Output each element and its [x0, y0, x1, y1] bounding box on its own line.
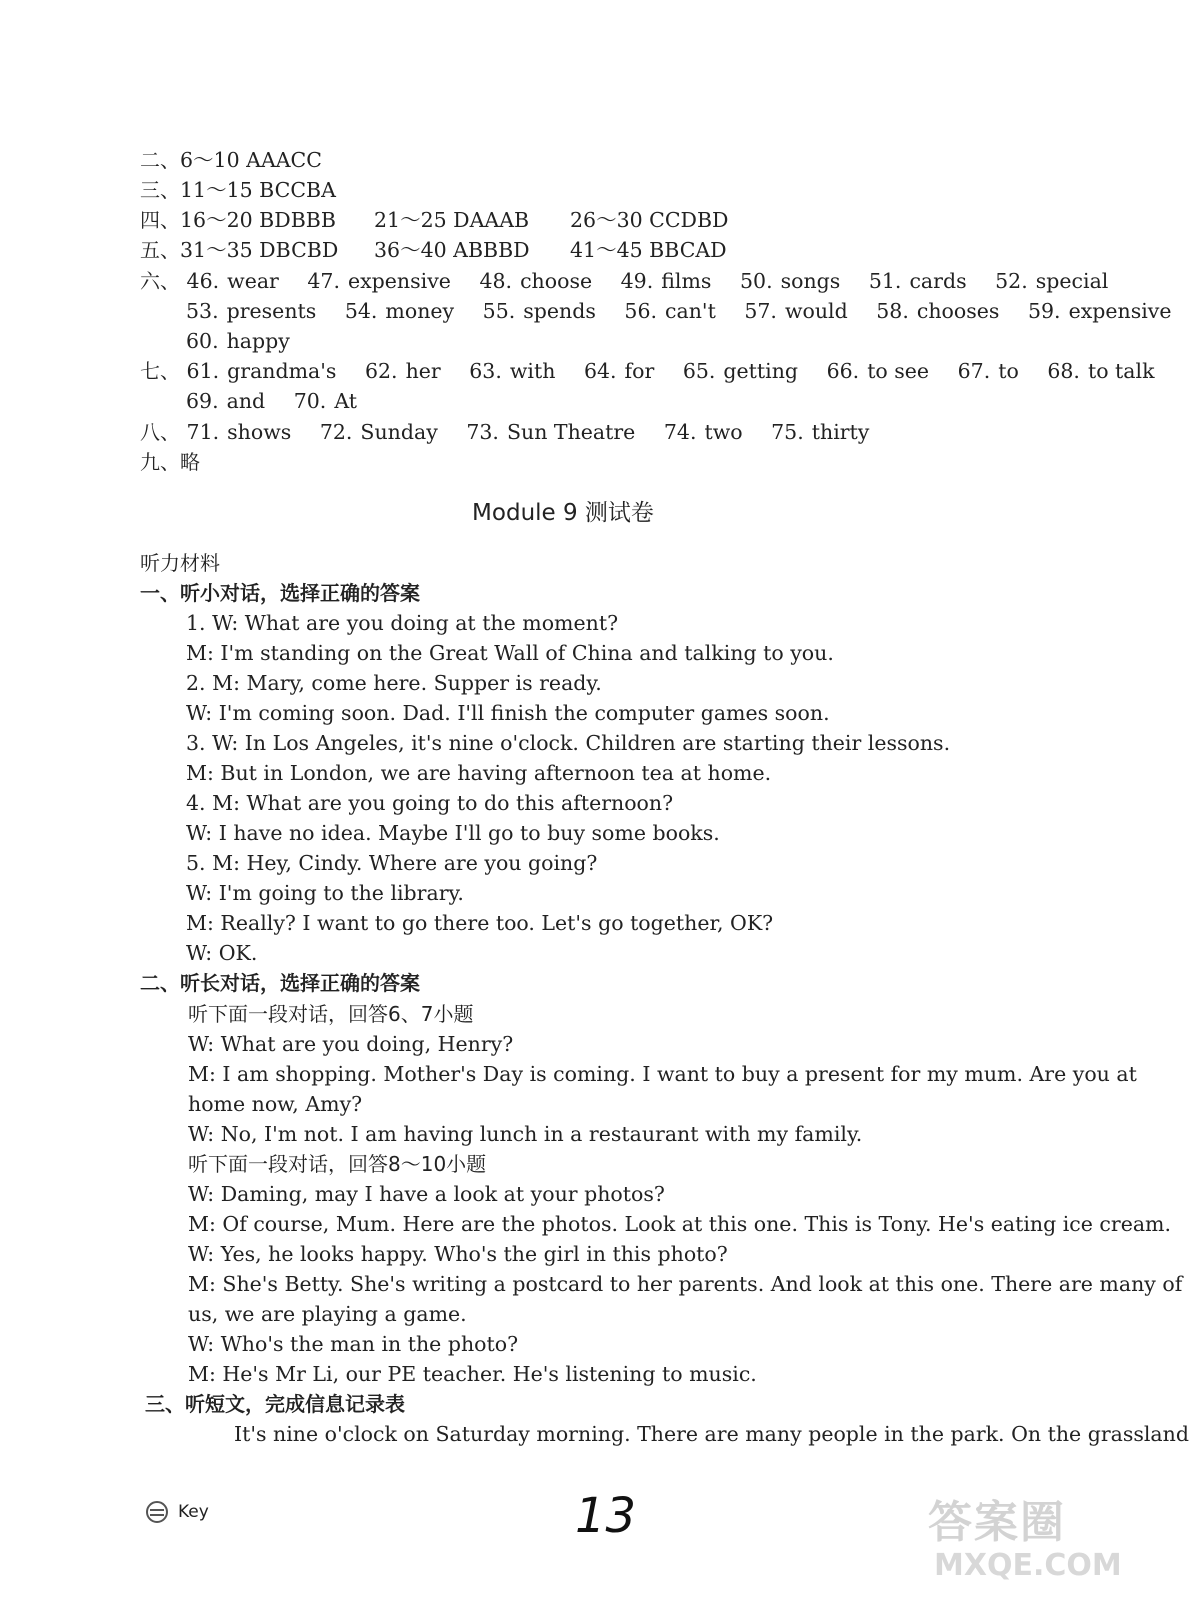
item-answer: spends [523, 299, 596, 323]
answer-range: 11～15 BCCBA [180, 178, 336, 202]
item-answer: Sun Theatre [506, 420, 636, 444]
answer-range: 31～35 DBCBD [180, 238, 339, 262]
item-number: 75. [771, 420, 804, 444]
item-answer: choose [520, 269, 593, 293]
item-number: 55. [482, 299, 516, 323]
item-number: 50. [739, 269, 773, 293]
answer-line-6a [140, 266, 1130, 296]
item-number: 68. [1047, 359, 1080, 383]
answer-range: 41～45 BBCAD [570, 238, 727, 262]
item-number: 49. [620, 269, 654, 293]
item-number: 61. [186, 359, 220, 383]
dialogue-instruction: 听下面一段对话，回答6、7小题 [188, 1002, 474, 1026]
answer-line-7a [140, 356, 1155, 386]
item-answer: her [405, 359, 441, 383]
page-number: 13 [575, 1488, 637, 1544]
section-label: 四、 [140, 208, 180, 232]
item-answer: thirty [811, 420, 870, 444]
item-answer: happy [226, 329, 290, 353]
answer-line-5 [140, 235, 727, 265]
item-answer: can't [665, 299, 716, 323]
item-number: 53. [186, 299, 219, 323]
dialogue-line: 3. W: In Los Angeles, it's nine o'clock. Children are starting their lessons. [186, 731, 951, 755]
item-answer: grandma's [227, 359, 337, 383]
dialogue-line: W: OK. [186, 941, 258, 965]
item-number: 64. [583, 359, 617, 383]
item-number: 62. [364, 359, 398, 383]
item-answer: with [509, 359, 556, 383]
item-answer: At [334, 389, 357, 413]
item-answer: expensive [347, 269, 451, 293]
dialogue-instruction: 听下面一段对话，回答8～10小题 [188, 1152, 487, 1176]
module-title: Module 9 测试卷 [472, 500, 654, 526]
dialogue-line: W: No, I'm not. I am having lunch in a restaurant with my family. [188, 1122, 863, 1146]
item-number: 57. [744, 299, 777, 323]
item-number: 51. [868, 269, 902, 293]
dialogue-line: M: Really? I want to go there too. Let's go together, OK? [186, 911, 774, 935]
answer-line-8 [140, 417, 891, 447]
item-number: 66. [826, 359, 860, 383]
dialogue-line: M: Of course, Mum. Here are the photos. Look at this one. This is Tony. He's eating ice cream. [188, 1212, 1171, 1236]
dialogue-line: 2. M: Mary, come here. Supper is ready. [186, 671, 602, 695]
listening-title: 听力材料 [140, 551, 220, 575]
answer-range: 16～20 BDBBB [180, 208, 336, 232]
answer-range: 36～40 ABBBD [374, 238, 530, 262]
passage-line: It's nine o'clock on Saturday morning. There are many people in the park. On the grassland [234, 1422, 1189, 1446]
dialogue-line: W: What are you doing, Henry? [188, 1032, 514, 1056]
dialogue-line: 4. M: What are you going to do this afternoon? [186, 791, 674, 815]
answer-line-4 [140, 205, 729, 235]
item-number: 58. [876, 299, 909, 323]
dialogue-line: home now, Amy? [188, 1092, 363, 1116]
answer-range: 6～10 AAACC [180, 148, 322, 172]
item-number: 65. [682, 359, 716, 383]
item-answer: Sunday [360, 420, 438, 444]
item-number: 59. [1027, 299, 1061, 323]
part1-title: 一、听小对话，选择正确的答案 [140, 581, 420, 605]
item-answer: would [784, 299, 848, 323]
dialogue-line: M: He's Mr Li, our PE teacher. He's listening to music. [188, 1362, 757, 1386]
dialogue-line: us, we are playing a game. [188, 1302, 467, 1326]
section-label: 六、 [140, 269, 180, 293]
item-number: 70. [293, 389, 327, 413]
dialogue-line: W: I'm going to the library. [186, 881, 464, 905]
item-answer: money [385, 299, 455, 323]
answer-line-7b [186, 386, 379, 416]
dialogue-line: W: Who's the man in the photo? [188, 1332, 519, 1356]
section-label: 七、 [140, 359, 180, 383]
item-answer: shows [227, 420, 292, 444]
answer-line-6c [186, 326, 312, 356]
item-number: 67. [957, 359, 991, 383]
item-answer: two [704, 420, 743, 444]
item-answer: getting [723, 359, 799, 383]
item-answer: to talk [1087, 359, 1155, 383]
dialogue-line: M: I'm standing on the Great Wall of China and talking to you. [186, 641, 834, 665]
item-answer: to [998, 359, 1019, 383]
answer-line-6b [186, 296, 1172, 326]
dialogue-line: W: I have no idea. Maybe I'll go to buy some books. [186, 821, 720, 845]
section-label: 三、 [140, 178, 180, 202]
item-number: 74. [663, 420, 697, 444]
item-answer: and [226, 389, 266, 413]
item-number: 56. [624, 299, 658, 323]
item-number: 46. [186, 269, 220, 293]
watermark-text: 答案圈 [928, 1497, 1066, 1548]
answer-line-2 [140, 145, 322, 175]
item-number: 69. [186, 389, 219, 413]
section-label: 五、 [140, 238, 180, 262]
item-number: 47. [307, 269, 340, 293]
section-label: 八、 [140, 420, 180, 444]
item-answer: expensive [1068, 299, 1172, 323]
item-number: 48. [479, 269, 513, 293]
footer-key-label: Key [178, 1502, 209, 1522]
dialogue-line: W: Yes, he looks happy. Who's the girl in this photo? [188, 1242, 728, 1266]
part3-title: 三、听短文，完成信息记录表 [145, 1392, 405, 1416]
item-answer: wear [227, 269, 279, 293]
item-number: 63. [469, 359, 502, 383]
item-answer: for [624, 359, 655, 383]
section-label: 二、 [140, 148, 180, 172]
dialogue-line: W: I'm coming soon. Dad. I'll finish the computer games soon. [186, 701, 830, 725]
answer-line-3 [140, 175, 336, 205]
item-number: 71. [186, 420, 220, 444]
watermark-url: MXQE.COM [934, 1548, 1122, 1583]
answer-range: 21～25 DAAAB [374, 208, 530, 232]
dialogue-line: 1. W: What are you doing at the moment? [186, 611, 619, 635]
item-answer: to see [867, 359, 930, 383]
item-number: 72. [319, 420, 353, 444]
item-answer: chooses [916, 299, 1000, 323]
item-number: 54. [344, 299, 378, 323]
item-number: 60. [186, 329, 219, 353]
dialogue-line: M: She's Betty. She's writing a postcard to her parents. And look at this one. There are many of [188, 1272, 1183, 1296]
item-answer: presents [226, 299, 317, 323]
watermark-logo [928, 1486, 1122, 1594]
item-answer: cards [909, 269, 967, 293]
footer-key [146, 1498, 209, 1526]
part2-title: 二、听长对话，选择正确的答案 [140, 971, 420, 995]
item-number: 52. [995, 269, 1028, 293]
dialogue-line: M: But in London, we are having afternoon tea at home. [186, 761, 772, 785]
item-answer: songs [780, 269, 841, 293]
globe-icon [146, 1501, 168, 1523]
item-number: 73. [466, 420, 499, 444]
answer-range: 26～30 CCDBD [570, 208, 729, 232]
item-answer: films [661, 269, 712, 293]
dialogue-line: W: Daming, may I have a look at your photos? [188, 1182, 665, 1206]
dialogue-line: M: I am shopping. Mother's Day is coming. I want to buy a present for my mum. Are you at [188, 1062, 1137, 1086]
item-answer: special [1035, 269, 1109, 293]
dialogue-line: 5. M: Hey, Cindy. Where are you going? [186, 851, 598, 875]
answer-line-9: 九、略 [140, 450, 200, 474]
